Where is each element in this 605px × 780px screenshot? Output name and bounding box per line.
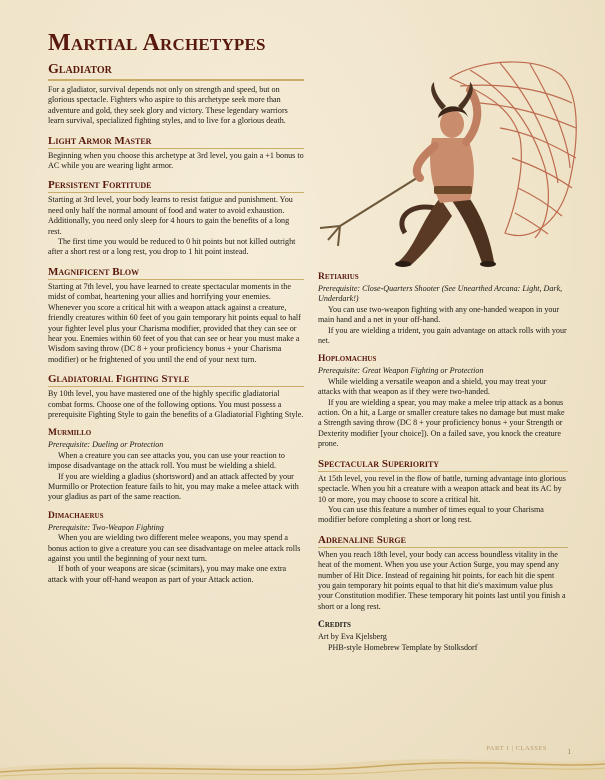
heading-retiarius: Retiarius — [318, 272, 359, 282]
adrenaline-text: When you reach 18th level, your body can access boundless vitality in the heat of the moment. When you use your Action Surge, you may spend any number of Hit Dice. Instead of regaining hit points, for each hit die spent you gain temporary hit points equal to that hit die's maximum value plus your Constitution modifier. These temporary hit points last until you finish a short or a long rest. — [318, 549, 566, 611]
spectacular-text-1: At 15th level, you revel in the flow of battle, turning advantage into glorious spectacle. When you hit a creature with a weapon attack and beat its AC by 10 or more, you may choose to score a critical hit. — [318, 473, 566, 504]
gfs-text: By 10th level, you have mastered one of the highly specific gladiatorial combat forms. Choose one of the following options. You must possess a prerequisite Fighting Style to gain the benefits of a Gladiatorial Fighting Style. — [48, 389, 304, 419]
page-number: 1 — [567, 748, 571, 756]
page-title: Martial Archetypes — [48, 30, 266, 56]
retiarius-text-1: You can use two-weapon fighting with any one-handed weapon in your main hand and a net in your off-hand. — [318, 304, 560, 325]
footer-label: PART 1 | CLASSES — [486, 745, 547, 752]
heading-gladiatorial-fighting-style: Gladiatorial Fighting Style — [48, 373, 304, 387]
heading-magnificent-blow: Magnificent Blow — [48, 266, 304, 280]
right-column — [318, 272, 568, 653]
heading-light-armor-master: Light Armor Master — [48, 135, 304, 149]
spectacular-text-2: You can use this feature a number of times equal to your Charisma modifier before completing a short or long rest. — [318, 504, 544, 525]
trident-icon — [320, 176, 420, 246]
credits-art: Art by Eva Kjelsberg — [318, 632, 387, 642]
heading-gladiator: Gladiator — [48, 62, 304, 81]
heading-spectacular-superiority: Spectacular Superiority — [318, 458, 568, 472]
heading-persistent-fortitude: Persistent Fortitude — [48, 179, 304, 193]
left-column — [48, 30, 304, 585]
heading-hoplomachus: Hoplomachus — [318, 354, 377, 365]
hoplomachus-prereq: Prerequisite: Great Weapon Fighting or Protection — [318, 366, 484, 376]
murmillo-text-2: If you are wielding a gladius (shortsword) and an attack affected by your Murmillo or Protection feature fails to hit, you may make a melee attack with your gladius as part of the same reaction. — [48, 471, 299, 502]
credits-template: PHB-style Homebrew Template by Stolksdorf — [328, 642, 478, 652]
retiarius-prereq: Prerequisite: Close-Quarters Shooter (See Unearthed Arcana: Light, Dark, Underdark!) — [318, 284, 563, 304]
murmillo-prereq: Prerequisite: Dueling or Protection — [48, 440, 164, 450]
murmillo-text-1: When a creature you can see attacks you, you can use your reaction to impose disadvantage on the attack roll. You must be wielding a shield. — [48, 450, 285, 471]
dimachaerus-text-2: If both of your weapons are sicae (scimitars), you may make one extra attack with your off-hand weapon as part of your Attack action. — [48, 564, 287, 584]
persistent-text-2: The first time you would be reduced to 0 hit points but not killed outright after a short rest or a long rest, you drop to 1 hit point instead. — [48, 237, 296, 257]
heading-credits: Credits — [318, 620, 351, 631]
hoplomachus-text-2: If you are wielding a spear, you may make a melee trip attack as a bonus action. On a hit, a Large or smaller creature takes no damage but must make a Strength saving throw (DC 8 + your proficiency bonus + your Strength or Dexterity modifier [your choice]). On a failed save, you knock the creature prone. — [318, 397, 565, 449]
persistent-text-1: Starting at 3rd level, your body learns to resist fatigue and punishment. You need only half the normal amount of food and water to avoid exhaustion. Additionally, you need only sleep for 4 hours to gain the benefits of a long rest. — [48, 195, 293, 236]
retiarius-text-2: If you are wielding a trident, you gain advantage on attack rolls with your net. — [318, 325, 567, 346]
heading-murmillo: Murmillo — [48, 428, 92, 439]
gladiator-intro: For a gladiator, survival depends not only on strength and speed, but on glorious spectacle. Fighters who aspire to this archetype seek more than adventure and gold, they seek glory and victory. These legendary warriors learn survival, specialized fighting styles, and to live for a glorious death. — [48, 85, 288, 126]
dimachaerus-prereq: Prerequisite: Two-Weapon Fighting — [48, 522, 164, 532]
magnificent-text: Starting at 7th level, you have learned to create spectacular moments in the midst of combat, heartening your allies and horrifying your enemies. Whenever you score a critical hit with a weapon attack against a creature, friendly creatures within 60 feet of you gain temporary hit points equal to half your fighter level plus your Charisma modifier, provided that they can see or hear you. Enemies within 60 feet of you that can see or hear you must make a Wisdom saving throw (DC 8 + your proficiency bonus + your Charisma modifier) or be frightened of you until the end of your next turn. — [48, 281, 301, 364]
heading-dimachaerus: Dimachaerus — [48, 510, 104, 521]
dimachaerus-text-1: When you are wielding two different melee weapons, you may spend a bonus action to give a creature you can see disadvantage on melee attack rolls against you until the beginning of your next turn. — [48, 533, 301, 563]
light-armor-text: Beginning when you choose this archetype at 3rd level, you gain a +1 bonus to AC while you are wearing light armor. — [48, 150, 304, 171]
heading-adrenaline-surge: Adrenaline Surge — [318, 534, 568, 548]
hoplomachus-text-1: While wielding a versatile weapon and a shield, you may treat your attacks with that weapon as if they were two-handed. — [318, 376, 547, 397]
satyr-gladiator-illustration — [300, 58, 590, 270]
satyr-figure — [395, 82, 496, 267]
